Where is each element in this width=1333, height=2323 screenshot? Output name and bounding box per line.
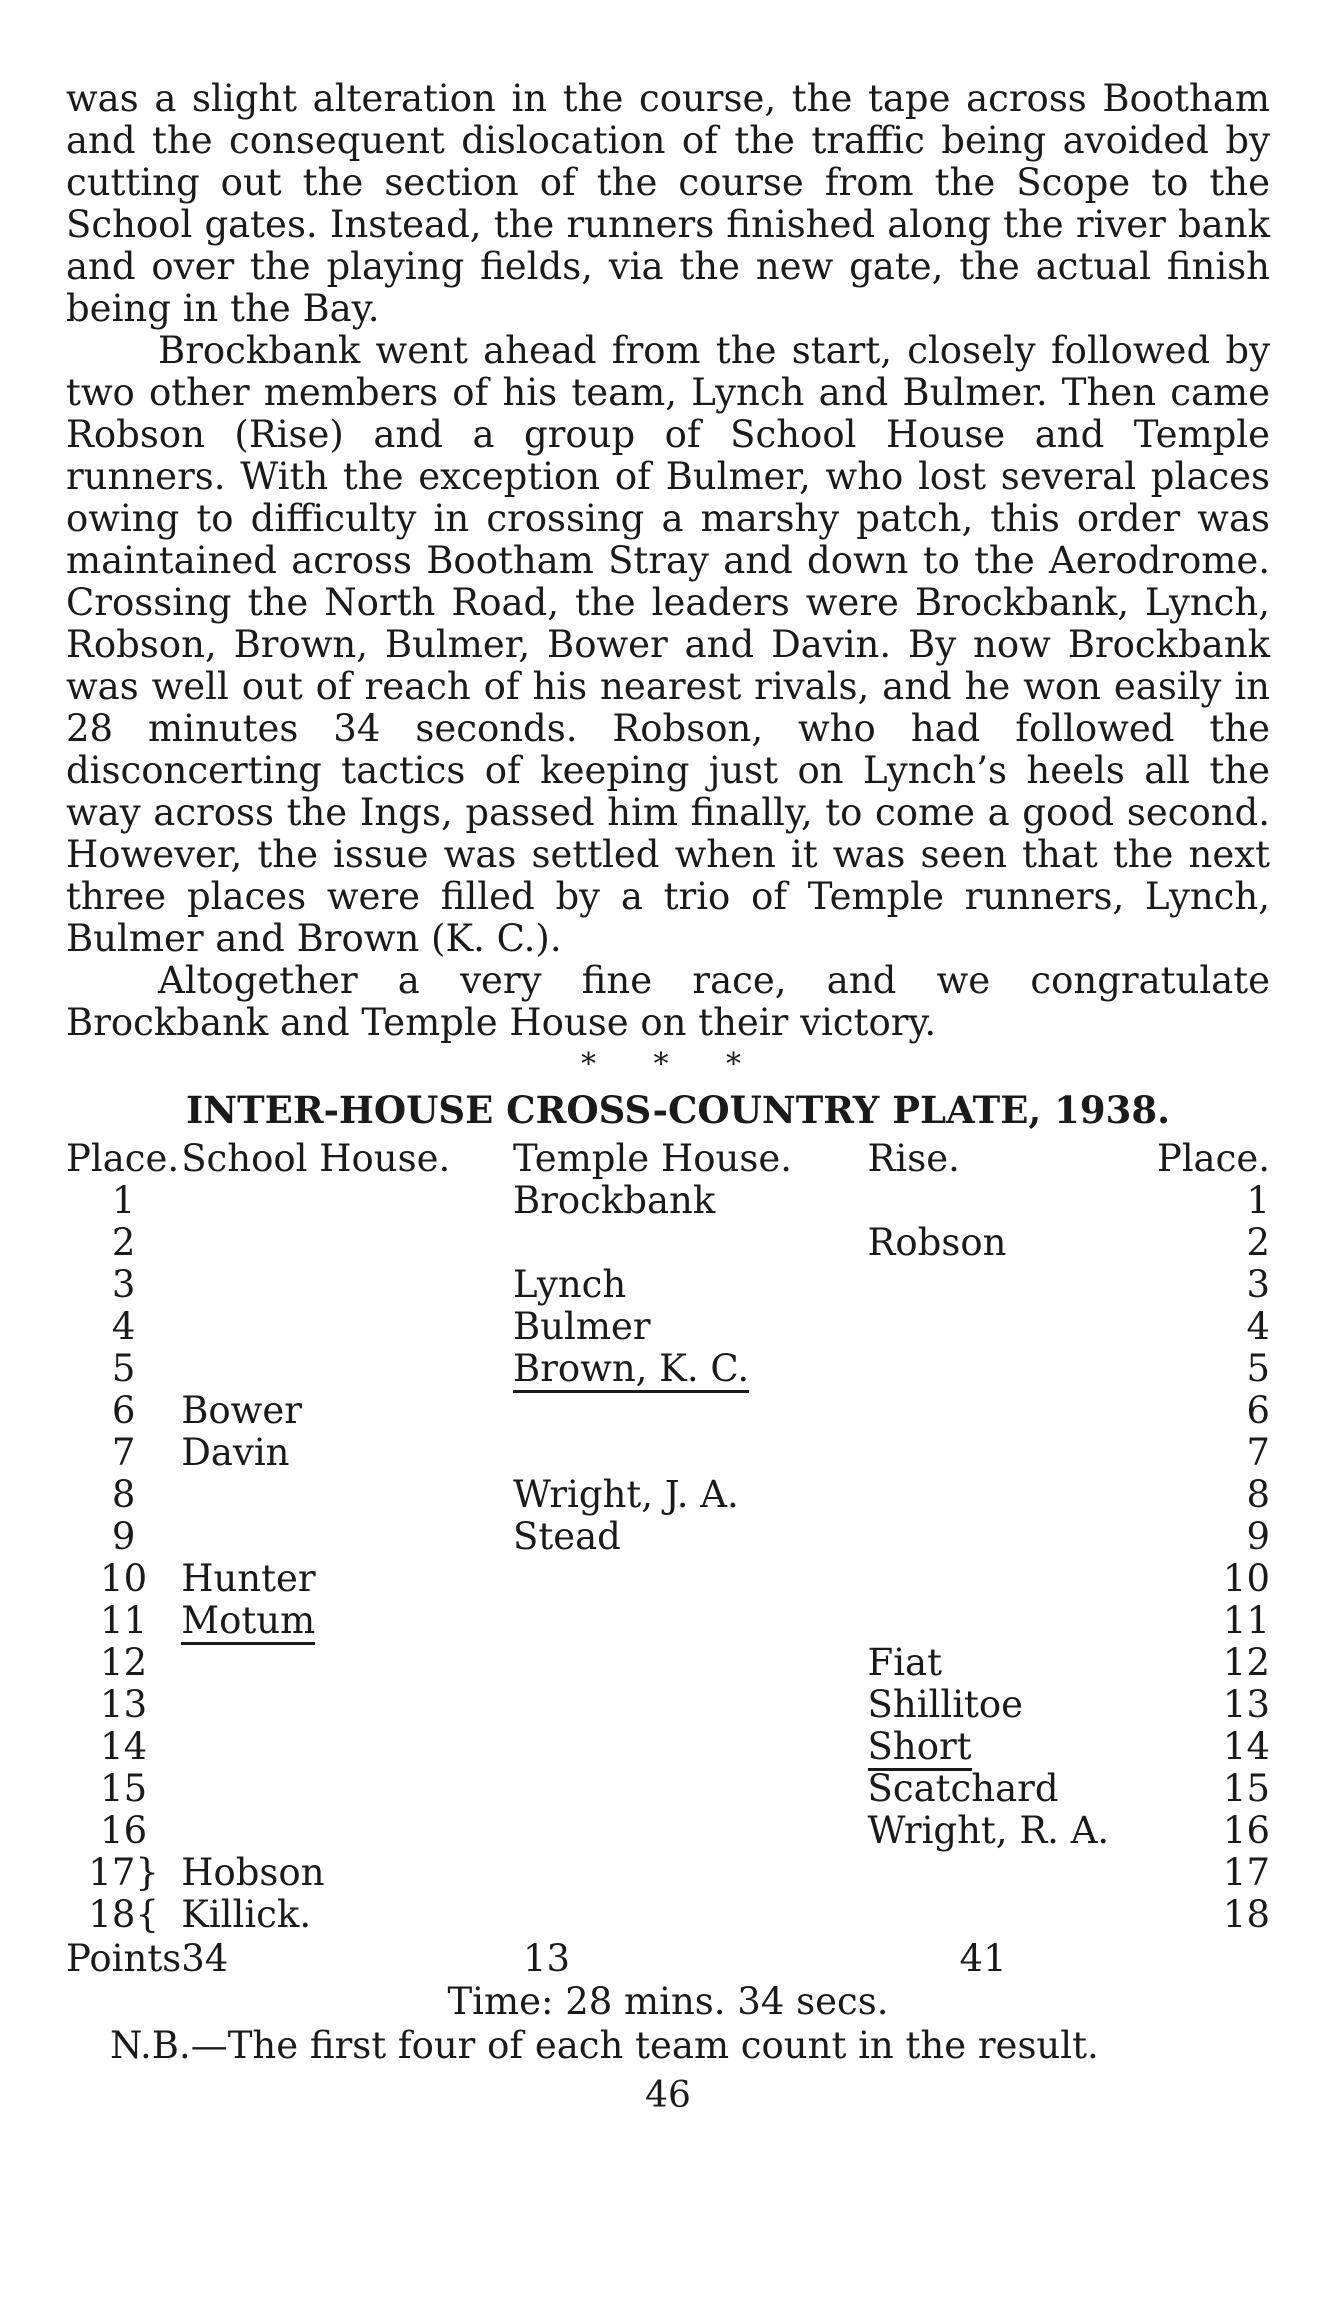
school-house-cell [181, 1600, 513, 1642]
article-body [66, 78, 1270, 1044]
table-row [66, 1810, 1270, 1852]
place-left-cell [66, 1348, 181, 1390]
temple-house-cell [513, 1432, 868, 1474]
points-row [66, 1936, 1270, 1980]
table-row [66, 1348, 1270, 1390]
temple-house-cell-text: Stead [513, 1515, 621, 1558]
place-right-cell [1157, 1768, 1270, 1810]
place-right-cell-text: 18 [1222, 1893, 1270, 1936]
place-left-cell [66, 1894, 181, 1936]
place-left-cell-text: 4 [111, 1305, 136, 1348]
place-left-cell [66, 1390, 181, 1432]
rise-cell [868, 1474, 1157, 1516]
points-school-house: 34 [181, 1937, 229, 1980]
results-body [66, 1180, 1270, 1980]
school-house-cell [181, 1348, 513, 1390]
temple-house-cell [513, 1180, 868, 1222]
temple-house-cell [513, 1768, 868, 1810]
school-house-cell-text: Davin [181, 1431, 290, 1474]
place-right-cell-text: 12 [1222, 1641, 1270, 1684]
temple-house-cell [513, 1264, 868, 1306]
school-house-cell [181, 1894, 513, 1936]
place-left-cell [66, 1642, 181, 1684]
rise-cell [868, 1222, 1157, 1264]
temple-house-cell-text: Wright, J. A. [513, 1473, 739, 1516]
rise-cell-text: Shillitoe [867, 1683, 1024, 1726]
table-row [66, 1684, 1270, 1726]
temple-house-cell [513, 1390, 868, 1432]
rise-cell [868, 1726, 1157, 1768]
place-left-cell [66, 1222, 181, 1264]
rise-cell [868, 1264, 1157, 1306]
school-house-cell [181, 1810, 513, 1852]
school-house-cell-text: Killick. [181, 1893, 312, 1936]
school-house-cell-text: Bower [181, 1389, 302, 1432]
place-right-cell-text: 17 [1222, 1851, 1270, 1894]
place-left-cell-text: 11 [100, 1599, 148, 1642]
place-left-cell-text: 16 [100, 1809, 148, 1852]
place-left-cell-text: 10 [100, 1557, 148, 1600]
place-right-cell-text: 2 [1246, 1221, 1270, 1264]
place-left-cell-text: 3 [111, 1263, 136, 1306]
place-right-cell [1157, 1516, 1270, 1558]
school-house-cell [181, 1306, 513, 1348]
place-left-cell-text: 9 [111, 1515, 136, 1558]
place-left-cell-text: 6 [111, 1389, 136, 1432]
temple-house-cell [513, 1306, 868, 1348]
table-row [66, 1642, 1270, 1684]
place-right-cell [1157, 1474, 1270, 1516]
paragraph-3: Altogether a very fine race, and we congratulate Brockbank and Temple House on their victory. [66, 959, 1270, 1044]
school-house-cell [181, 1558, 513, 1600]
school-house-cell [181, 1852, 513, 1894]
rise-cell [868, 1516, 1157, 1558]
school-house-cell [181, 1432, 513, 1474]
place-left-cell-text: 15 [100, 1767, 148, 1810]
temple-house-cell [513, 1558, 868, 1600]
rise-cell [868, 1642, 1157, 1684]
header-place-left: Place. [66, 1137, 180, 1180]
place-right-cell-text: 1 [1246, 1179, 1270, 1222]
place-right-cell [1157, 1180, 1270, 1222]
table-row [66, 1222, 1270, 1264]
place-left-cell [66, 1264, 181, 1306]
place-right-cell-text: 7 [1246, 1431, 1270, 1474]
document-page [66, 78, 1270, 2118]
place-right-cell [1157, 1264, 1270, 1306]
rise-cell [868, 1768, 1157, 1810]
place-left-cell-text: 7 [111, 1431, 136, 1474]
points-label: Points [66, 1937, 182, 1980]
place-right-cell-text: 11 [1222, 1599, 1270, 1642]
rise-cell [868, 1852, 1157, 1894]
table-row [66, 1264, 1270, 1306]
scoring-note: N.B.—The first four of each team count in the result. [110, 2024, 1099, 2067]
table-header-row [66, 1138, 1270, 1180]
temple-house-cell [513, 1516, 868, 1558]
place-right-cell [1157, 1684, 1270, 1726]
temple-house-cell [513, 1642, 868, 1684]
place-left-cell [66, 1726, 181, 1768]
temple-house-cell [513, 1474, 868, 1516]
table-row [66, 1768, 1270, 1810]
temple-house-cell-text: Lynch [513, 1263, 627, 1306]
place-right-cell-text: 13 [1222, 1683, 1270, 1726]
rise-cell [868, 1306, 1157, 1348]
place-left-cell [66, 1558, 181, 1600]
rise-cell [868, 1390, 1157, 1432]
place-right-cell [1157, 1810, 1270, 1852]
school-house-cell-text: Hobson [181, 1851, 325, 1894]
place-left-cell [66, 1180, 181, 1222]
school-house-cell [181, 1390, 513, 1432]
table-row [66, 1726, 1270, 1768]
place-right-cell [1157, 1432, 1270, 1474]
header-rise: Rise. [867, 1137, 960, 1180]
place-right-cell [1157, 1894, 1270, 1936]
place-left-cell [66, 1684, 181, 1726]
place-left-cell [66, 1852, 181, 1894]
results-table [66, 1138, 1270, 1980]
place-right-cell [1157, 1558, 1270, 1600]
place-left-cell-text: 8 [111, 1473, 136, 1516]
place-right-cell-text: 15 [1222, 1767, 1270, 1810]
header-school-house: School House. [181, 1137, 451, 1180]
table-row [66, 1390, 1270, 1432]
points-rise: 41 [959, 1937, 1007, 1980]
temple-house-cell [513, 1810, 868, 1852]
header-place-right: Place. [1156, 1137, 1270, 1180]
place-right-cell [1157, 1222, 1270, 1264]
place-right-cell-text: 5 [1246, 1347, 1270, 1390]
school-house-cell [181, 1474, 513, 1516]
school-house-cell [181, 1726, 513, 1768]
school-house-cell [181, 1222, 513, 1264]
place-left-cell-text: 17} [88, 1851, 159, 1894]
rise-cell [868, 1600, 1157, 1642]
table-row [66, 1894, 1270, 1936]
place-right-cell [1157, 1642, 1270, 1684]
table-row [66, 1180, 1270, 1222]
rise-cell-text: Scatchard [867, 1767, 1059, 1810]
rise-cell [868, 1894, 1157, 1936]
place-right-cell-text: 4 [1246, 1305, 1270, 1348]
place-left-cell-text: 13 [100, 1683, 148, 1726]
rise-cell [868, 1810, 1157, 1852]
school-house-cell [181, 1684, 513, 1726]
place-right-cell-text: 16 [1222, 1809, 1270, 1852]
temple-house-cell [513, 1222, 868, 1264]
place-right-cell-text: 6 [1246, 1389, 1270, 1432]
rise-cell [868, 1558, 1157, 1600]
place-left-cell [66, 1516, 181, 1558]
place-left-cell [66, 1600, 181, 1642]
temple-house-cell [513, 1600, 868, 1642]
paragraph-2: Brockbank went ahead from the start, closely followed by two other members of his team, Lynch and Bulmer. Then came Robson (Rise) and a group of School House and Temple runners. With the exception of Bulmer, who lost several places owing to difficulty in crossing a marshy patch, this order was maintained across Bootham Stray and down to the Aerodrome. Crossing the North Road, the leaders were Brockbank, Lynch, Robson, Brown, Bulmer, Bower and Davin. By now Brockbank was well out of reach of his nearest rivals, and he won easily in 28 minutes 34 seconds. Robson, who had followed the disconcerting tactics of keeping just on Lynch’s heels all the way across the Ings, passed him finally, to come a good second. However, the issue was settled when it was seen that the next three places were filled by a trio of Temple runners, Lynch, Bulmer and Brown (K. C.). [66, 329, 1270, 960]
paragraph-1: was a slight alteration in the course, the tape across Bootham and the consequent dislocation of the traffic being avoided by cutting out the section of the course from the Scope to the School gates. Instead, the runners finished along the river bank and over the playing fields, via the new gate, the actual finish being in the Bay. [66, 77, 1270, 330]
table-row [66, 1600, 1270, 1642]
table-row [66, 1852, 1270, 1894]
table-title: INTER-HOUSE CROSS-COUNTRY PLATE, 1938. [185, 1088, 1171, 1132]
place-left-cell-text: 18{ [88, 1893, 159, 1936]
table-row [66, 1474, 1270, 1516]
temple-house-cell [513, 1852, 868, 1894]
school-house-cell [181, 1768, 513, 1810]
points-temple-house: 13 [523, 1937, 571, 1980]
place-left-cell [66, 1432, 181, 1474]
school-house-cell [181, 1180, 513, 1222]
table-row [66, 1558, 1270, 1600]
rise-cell-text: Robson [867, 1221, 1007, 1264]
rise-cell-text: Short [868, 1725, 972, 1771]
place-right-cell [1157, 1348, 1270, 1390]
temple-house-cell [513, 1894, 868, 1936]
school-house-cell [181, 1642, 513, 1684]
place-right-cell [1157, 1600, 1270, 1642]
temple-house-cell-text: Brockbank [513, 1179, 716, 1222]
place-right-cell-text: 3 [1246, 1263, 1270, 1306]
rise-cell [868, 1432, 1157, 1474]
school-house-cell-text: Motum [181, 1599, 315, 1645]
school-house-cell [181, 1264, 513, 1306]
temple-house-cell-text: Bulmer [513, 1305, 651, 1348]
school-house-cell-text: Hunter [181, 1557, 316, 1600]
place-right-cell [1157, 1726, 1270, 1768]
table-row [66, 1432, 1270, 1474]
place-right-cell-text: 9 [1246, 1515, 1270, 1558]
table-row [66, 1306, 1270, 1348]
place-right-cell-text: 14 [1222, 1725, 1270, 1768]
race-time: Time: 28 mins. 34 secs. [447, 1980, 889, 2023]
place-left-cell-text: 12 [100, 1641, 148, 1684]
place-right-cell-text: 8 [1246, 1473, 1270, 1516]
section-separator: * * * [580, 1047, 766, 1082]
school-house-cell [181, 1516, 513, 1558]
table-row [66, 1516, 1270, 1558]
place-left-cell-text: 14 [100, 1725, 148, 1768]
place-right-cell [1157, 1852, 1270, 1894]
rise-cell-text: Wright, R. A. [867, 1809, 1110, 1852]
rise-cell [868, 1348, 1157, 1390]
place-left-cell [66, 1306, 181, 1348]
place-left-cell [66, 1768, 181, 1810]
rise-cell [868, 1180, 1157, 1222]
points-empty [1157, 1936, 1270, 1980]
temple-house-cell [513, 1726, 868, 1768]
place-left-cell-text: 5 [111, 1347, 136, 1390]
temple-house-cell [513, 1684, 868, 1726]
page-number: 46 [645, 2075, 691, 2116]
rise-cell [868, 1684, 1157, 1726]
place-left-cell-text: 1 [111, 1179, 136, 1222]
temple-house-cell-text: Brown, K. C. [513, 1347, 749, 1393]
rise-cell-text: Fiat [867, 1641, 942, 1684]
place-left-cell-text: 2 [111, 1221, 136, 1264]
place-right-cell-text: 10 [1222, 1557, 1270, 1600]
place-left-cell [66, 1810, 181, 1852]
place-left-cell [66, 1474, 181, 1516]
header-temple-house: Temple House. [513, 1137, 792, 1180]
place-right-cell [1157, 1390, 1270, 1432]
temple-house-cell [513, 1348, 868, 1390]
place-right-cell [1157, 1306, 1270, 1348]
